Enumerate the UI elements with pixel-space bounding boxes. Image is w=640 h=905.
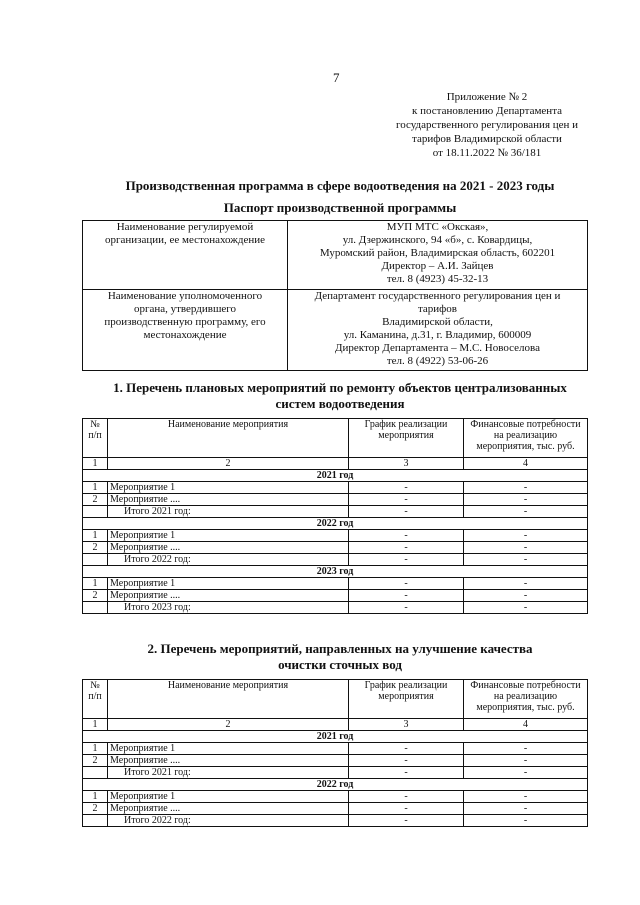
total-label: Итого 2023 год:	[108, 602, 349, 614]
table-row	[83, 482, 588, 494]
row-number	[83, 602, 108, 614]
text-line: Директор – А.И. Зайцев	[381, 260, 494, 272]
quality-plan-table	[82, 679, 588, 827]
row-number: 2	[83, 803, 108, 815]
header-finance	[464, 680, 588, 719]
header-name: Наименование мероприятия	[108, 680, 349, 719]
text-line: Наименование регулируемой	[116, 221, 254, 233]
year-label: 2021 год	[83, 470, 588, 482]
row-number: 2	[83, 755, 108, 767]
row-number	[83, 554, 108, 566]
text-line: 1. Перечень плановых мероприятий по ремонту объектов централизованных	[113, 380, 567, 395]
row-schedule: -	[349, 791, 464, 803]
header-name: Наименование мероприятия	[108, 419, 349, 458]
text-line: 2. Перечень мероприятий, направленных на улучшение качества	[147, 641, 533, 656]
text-line: Финансовые потребности	[470, 419, 581, 430]
text-line: Департамент государственного регулирования цен и	[314, 290, 561, 302]
row-finance: -	[464, 578, 588, 590]
text-line: Финансовые потребности	[470, 680, 581, 691]
row-number: 1	[83, 482, 108, 494]
year-label: 2023 год	[83, 566, 588, 578]
text-line: Владимирской области,	[382, 316, 493, 328]
row-number: 2	[83, 494, 108, 506]
header-number	[83, 419, 108, 458]
year-row	[83, 566, 588, 578]
header-number	[83, 680, 108, 719]
text-line: МУП МТС «Окская»,	[386, 221, 489, 233]
table-header-row	[83, 419, 588, 458]
text-line: п/п	[88, 691, 102, 702]
year-row	[83, 470, 588, 482]
passport-value	[288, 290, 588, 371]
passport-value	[288, 221, 588, 290]
text-line: п/п	[88, 430, 102, 441]
row-schedule: -	[349, 554, 464, 566]
main-title: Производственная программа в сфере водоотведения на 2021 - 2023 годы	[125, 178, 555, 193]
row-name: Мероприятие ....	[108, 542, 349, 554]
row-schedule: -	[349, 494, 464, 506]
passport-title: Паспорт производственной программы	[223, 200, 457, 215]
total-label: Итого 2022 год:	[108, 815, 349, 827]
text-line: Директор Департамента – М.С. Новоселова	[335, 342, 540, 354]
passport-row	[83, 290, 588, 371]
appendix-line: к постановлению Департамента	[411, 105, 563, 117]
row-schedule: -	[349, 803, 464, 815]
repair-plan-table	[82, 418, 588, 614]
year-label: 2022 год	[83, 779, 588, 791]
text-line: График реализации	[364, 680, 448, 691]
table-row	[83, 530, 588, 542]
row-number: 1	[83, 530, 108, 542]
row-number: 1	[83, 791, 108, 803]
total-label: Итого 2022 год:	[108, 554, 349, 566]
col-number: 1	[83, 458, 108, 470]
year-label: 2021 год	[83, 731, 588, 743]
row-finance: -	[464, 530, 588, 542]
col-number: 3	[349, 458, 464, 470]
passport-label	[83, 221, 288, 290]
text-line: №	[90, 680, 100, 691]
row-schedule: -	[349, 755, 464, 767]
year-row	[83, 518, 588, 530]
row-finance: -	[464, 494, 588, 506]
text-line: тарифов	[417, 303, 458, 315]
row-finance: -	[464, 482, 588, 494]
row-schedule: -	[349, 815, 464, 827]
row-number	[83, 506, 108, 518]
text-line: производственную программу, его	[104, 316, 266, 328]
text-line: мероприятия	[378, 691, 434, 702]
text-line: местонахождение	[143, 329, 227, 341]
table-row	[83, 803, 588, 815]
row-finance: -	[464, 590, 588, 602]
total-row	[83, 506, 588, 518]
column-number-row	[83, 719, 588, 731]
row-finance: -	[464, 554, 588, 566]
header-schedule	[349, 680, 464, 719]
table-row	[83, 542, 588, 554]
row-name: Мероприятие 1	[108, 482, 349, 494]
text-line: График реализации	[364, 419, 448, 430]
text-line: ул. Каманина, д.31, г. Владимир, 600009	[343, 329, 532, 341]
text-line: тел. 8 (4922) 53-06-26	[386, 355, 489, 367]
row-number: 2	[83, 542, 108, 554]
text-line: №	[90, 419, 100, 430]
text-line: на реализацию	[493, 691, 558, 702]
page-number: 7	[333, 70, 340, 85]
row-schedule: -	[349, 542, 464, 554]
total-row	[83, 815, 588, 827]
row-name: Мероприятие 1	[108, 743, 349, 755]
appendix-line: Приложение № 2	[446, 91, 528, 103]
appendix-line: тарифов Владимирской области	[412, 133, 562, 145]
row-finance: -	[464, 602, 588, 614]
year-label: 2022 год	[83, 518, 588, 530]
row-schedule: -	[349, 530, 464, 542]
row-schedule: -	[349, 767, 464, 779]
text-line: организации, ее местонахождение	[104, 234, 266, 246]
row-finance: -	[464, 815, 588, 827]
row-finance: -	[464, 791, 588, 803]
passport-table	[82, 220, 588, 371]
text-line: Муромский район, Владимирская область, 602201	[319, 247, 556, 259]
text-line: ул. Дзержинского, 94 «б», с. Ковардицы,	[342, 234, 533, 246]
table-header-row	[83, 680, 588, 719]
passport-label	[83, 290, 288, 371]
row-name: Мероприятие 1	[108, 530, 349, 542]
row-schedule: -	[349, 602, 464, 614]
year-row	[83, 731, 588, 743]
table-row	[83, 755, 588, 767]
passport-row	[83, 221, 588, 290]
text-line: Наименование уполномоченного	[107, 290, 263, 302]
year-row	[83, 779, 588, 791]
row-finance: -	[464, 803, 588, 815]
row-name: Мероприятие ....	[108, 590, 349, 602]
row-name: Мероприятие ....	[108, 755, 349, 767]
row-name: Мероприятие ....	[108, 803, 349, 815]
text-line: мероприятия, тыс. руб.	[476, 441, 575, 452]
row-schedule: -	[349, 578, 464, 590]
row-number	[83, 815, 108, 827]
row-name: Мероприятие 1	[108, 791, 349, 803]
row-name: Мероприятие 1	[108, 578, 349, 590]
text-line: тел. 8 (4923) 45-32-13	[386, 273, 489, 285]
table-row	[83, 590, 588, 602]
text-line: очистки сточных вод	[278, 657, 402, 672]
appendix-line: государственного регулирования цен и	[395, 119, 579, 131]
table-row	[83, 578, 588, 590]
header-finance	[464, 419, 588, 458]
row-number: 2	[83, 590, 108, 602]
col-number: 2	[108, 458, 349, 470]
row-number	[83, 767, 108, 779]
text-line: органа, утвердившего	[133, 303, 237, 315]
row-finance: -	[464, 767, 588, 779]
table-row	[83, 743, 588, 755]
row-schedule: -	[349, 590, 464, 602]
section-2-title	[80, 641, 600, 673]
section-1-title	[80, 380, 600, 412]
appendix-block	[382, 90, 592, 160]
table-row	[83, 791, 588, 803]
row-finance: -	[464, 542, 588, 554]
col-number: 1	[83, 719, 108, 731]
col-number: 3	[349, 719, 464, 731]
row-number: 1	[83, 743, 108, 755]
text-line: мероприятия, тыс. руб.	[476, 702, 575, 713]
col-number: 4	[464, 458, 588, 470]
row-schedule: -	[349, 506, 464, 518]
row-schedule: -	[349, 482, 464, 494]
total-row	[83, 602, 588, 614]
col-number: 2	[108, 719, 349, 731]
text-line: систем водоотведения	[275, 396, 405, 411]
row-finance: -	[464, 506, 588, 518]
row-name: Мероприятие ....	[108, 494, 349, 506]
total-row	[83, 554, 588, 566]
row-finance: -	[464, 743, 588, 755]
total-row	[83, 767, 588, 779]
appendix-line: от 18.11.2022 № 36/181	[432, 147, 542, 159]
header-schedule	[349, 419, 464, 458]
total-label: Итого 2021 год:	[108, 506, 349, 518]
row-number: 1	[83, 578, 108, 590]
total-label: Итого 2021 год:	[108, 767, 349, 779]
text-line: на реализацию	[493, 430, 558, 441]
column-number-row	[83, 458, 588, 470]
table-row	[83, 494, 588, 506]
row-finance: -	[464, 755, 588, 767]
row-schedule: -	[349, 743, 464, 755]
col-number: 4	[464, 719, 588, 731]
text-line: мероприятия	[378, 430, 434, 441]
